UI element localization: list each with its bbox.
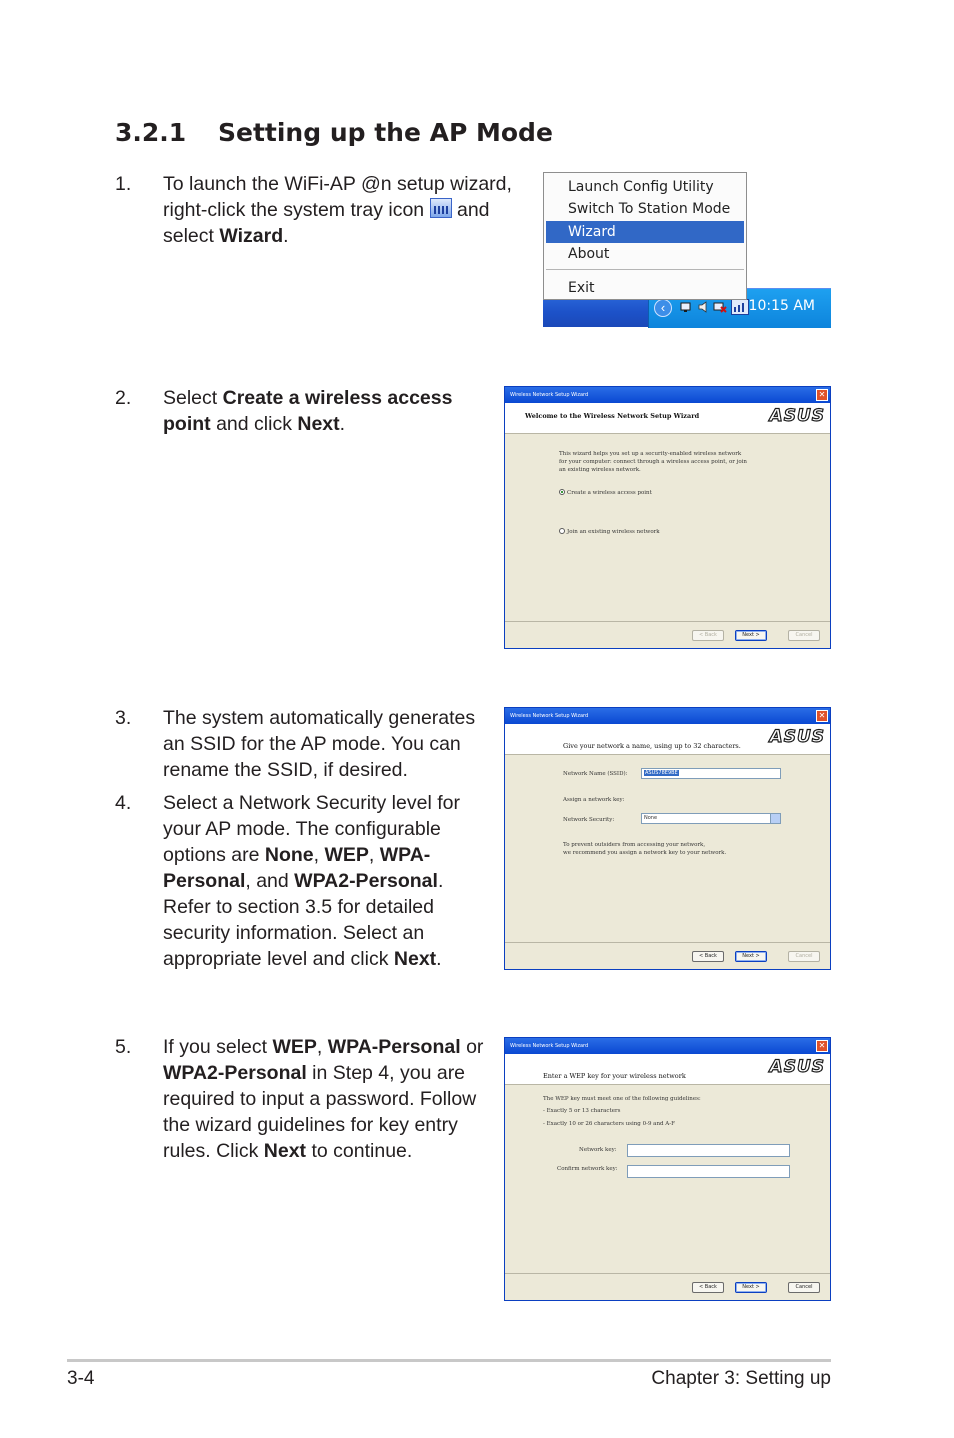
wifi-ap-tray-icon [430,198,452,218]
network-icon[interactable] [679,300,693,314]
network-name-input[interactable] [641,768,781,779]
text-run: required to input a password. Follow [163,1088,477,1110]
text-run: your AP mode. The configurable [163,818,441,840]
footer-divider [67,1359,831,1362]
wizard-footer [505,621,830,648]
wizard-heading: Enter a WEP key for your wireless network [543,1072,686,1080]
volume-icon[interactable] [697,300,711,314]
asus-logo: ASUS [769,727,825,747]
radio-icon[interactable] [559,528,565,534]
step-line [163,1060,483,1086]
step-line [163,816,460,842]
disconnected-network-icon[interactable] [713,300,727,314]
text-run: an SSID for the AP mode. You can [163,733,461,755]
text-run: To launch the WiFi-AP @n setup wizard, [163,173,512,195]
menu-item-launch-config-utility[interactable]: Launch Config Utility [568,179,714,195]
wizard-header [505,403,830,434]
wizard-heading: Give your network a name, using up to 32 characters. [563,742,741,750]
text-run: , and [245,870,295,892]
wep-guide-line-2: - Exactly 5 or 13 characters [543,1108,621,1114]
join-network-label: Join an existing wireless network [567,529,660,535]
text-run: , [368,844,380,866]
step-text [163,790,460,972]
step-line [163,1086,483,1112]
step-line [163,946,460,972]
text-run: security information. Select an [163,922,425,944]
wizard-footer [505,1273,830,1300]
back-button[interactable]: < Back [692,1282,724,1293]
create-ap-label: Create a wireless access point [567,490,652,496]
network-security-label: Network Security: [563,817,615,823]
text-run: . [436,948,442,970]
text-run: rename the SSID, if desired. [163,759,408,781]
chevron-down-icon[interactable] [770,814,780,823]
emphasis-text: Next [393,948,437,970]
create-ap-option[interactable] [559,489,652,496]
emphasis-text: WPA-Personal [327,1036,461,1058]
wizard-footer [505,942,830,969]
text-run: appropriate level and click [163,948,394,970]
text-run: rules. Click [163,1140,264,1162]
step-text [163,385,452,437]
wizard-desc-line-2: for your computer: connect through a wireless access point, or join [559,459,747,465]
step-line [163,790,460,816]
step-line [163,757,475,783]
wizard-ssid-screenshot [504,707,831,970]
window-title-bar [505,387,830,403]
chapter-label: Chapter 3: Setting up [651,1368,831,1389]
text-run: . [437,870,444,892]
text-run: the wizard guidelines for key entry [163,1114,458,1136]
step-line [163,868,460,894]
wizard-welcome-screenshot [504,386,831,649]
step-line [163,223,512,249]
step-number: 3. [115,707,132,729]
back-button[interactable]: < Back [692,951,724,962]
menu-item-about[interactable]: About [568,246,610,262]
emphasis-text: WPA2-Personal [294,870,438,892]
emphasis-text: WEP [272,1036,317,1058]
close-icon[interactable]: ✕ [816,710,828,722]
text-run: . [283,225,289,247]
emphasis-text: None [264,844,314,866]
step-number: 2. [115,387,132,409]
emphasis-text: Personal [163,870,246,892]
step-number: 5. [115,1036,132,1058]
show-hidden-icons-button[interactable]: ‹ [654,299,672,317]
step-line [163,171,512,197]
step-line [163,1034,483,1060]
text-run: to continue. [306,1140,413,1162]
text-run: Refer to section 3.5 for detailed [163,896,434,918]
network-key-input[interactable] [627,1144,790,1157]
text-run: and click [210,413,298,435]
step-line [163,411,452,437]
context-menu [543,172,747,300]
confirm-key-input[interactable] [627,1165,790,1178]
assign-key-label: Assign a network key: [563,797,625,803]
text-run: and [451,199,490,221]
network-security-value: None [644,815,658,821]
window-title-bar [505,708,830,724]
step-line [163,705,475,731]
confirm-key-label: Confirm network key: [557,1166,618,1172]
step-line [163,894,460,920]
wizard-wep-key-screenshot [504,1037,831,1301]
menu-item-switch-to-station-mode[interactable]: Switch To Station Mode [568,201,731,217]
text-run: options are [163,844,265,866]
emphasis-text: Next [263,1140,307,1162]
text-run: in Step 4, you are [306,1062,466,1084]
menu-separator [546,269,744,270]
text-run: The system automatically generates [163,707,476,729]
tray-menu-screenshot [543,172,831,327]
clock[interactable]: 10:15 AM [748,298,815,314]
next-button[interactable]: Next > [735,1282,767,1293]
step-line [163,1112,483,1138]
security-note-line-2: we recommend you assign a network key to your network. [563,850,727,856]
text-run: or [460,1036,484,1058]
asus-logo: ASUS [769,406,825,426]
text-run: , [313,844,325,866]
network-name-label: Network Name (SSID): [563,771,628,777]
text-run: . [339,413,346,435]
step-text [163,705,475,783]
wizard-header [505,1054,830,1085]
emphasis-text: point [163,413,211,435]
step-line [163,920,460,946]
next-button[interactable]: Next > [735,630,767,641]
page-number: 3-4 [67,1368,95,1389]
text-run: If you select [163,1036,273,1058]
menu-item-exit[interactable]: Exit [568,280,595,296]
network-name-value: ASUS78E9BE [645,770,678,776]
wizard-heading: Welcome to the Wireless Network Setup Wizard [525,412,700,420]
wep-guide-line-3: - Exactly 10 or 26 characters using 0-9 and A-F [543,1121,675,1127]
emphasis-text: Wizard [219,225,284,247]
section-title: Setting up the AP Mode [218,118,553,147]
text-run: Select [163,387,223,409]
cancel-button[interactable]: Cancel [788,951,820,962]
cancel-button[interactable]: Cancel [788,1282,820,1293]
network-security-select[interactable] [641,813,781,824]
step-text [163,1034,483,1164]
network-key-label: Network key: [579,1147,617,1153]
cancel-button[interactable]: Cancel [788,630,820,641]
step-line [163,1138,483,1164]
asus-logo: ASUS [769,1057,825,1077]
step-line [163,385,452,411]
join-network-option[interactable] [559,528,660,535]
close-icon[interactable]: ✕ [816,389,828,401]
text-run: Select a Network Security level for [163,792,460,814]
wifi-ap-utility-icon[interactable] [731,299,749,315]
wizard-desc-line-1: This wizard helps you set up a security-enabled wireless network [559,451,742,457]
window-title: Wireless Network Setup Wizard [510,713,589,719]
wep-guide-line-1: The WEP key must meet one of the following guidelines: [543,1096,701,1102]
window-title: Wireless Network Setup Wizard [510,392,589,398]
text-run: , [316,1036,328,1058]
wizard-desc-line-3: an existing wireless network. [559,467,641,473]
window-title-bar [505,1038,830,1054]
text-run: right-click the system tray icon [163,199,430,221]
emphasis-text: Create a wireless access [222,387,453,409]
step-number: 1. [115,173,132,195]
step-number: 4. [115,792,132,814]
section-heading [115,118,553,147]
step-line [163,197,512,223]
emphasis-text: Next [297,413,340,435]
window-title: Wireless Network Setup Wizard [510,1043,589,1049]
wizard-header [505,724,830,755]
emphasis-text: WPA2-Personal [163,1062,307,1084]
back-button[interactable]: < Back [692,630,724,641]
section-number: 3.2.1 [115,118,187,147]
radio-selected-icon[interactable] [559,489,565,495]
close-icon[interactable]: ✕ [816,1040,828,1052]
emphasis-text: WEP [324,844,369,866]
emphasis-text: WPA- [379,844,431,866]
next-button[interactable]: Next > [735,951,767,962]
step-line [163,731,475,757]
text-run: select [163,225,220,247]
menu-item-wizard[interactable]: Wizard [546,221,744,243]
step-line [163,842,460,868]
step-text [163,171,512,249]
security-note-line-1: To prevent outsiders from accessing your network, [563,842,706,848]
